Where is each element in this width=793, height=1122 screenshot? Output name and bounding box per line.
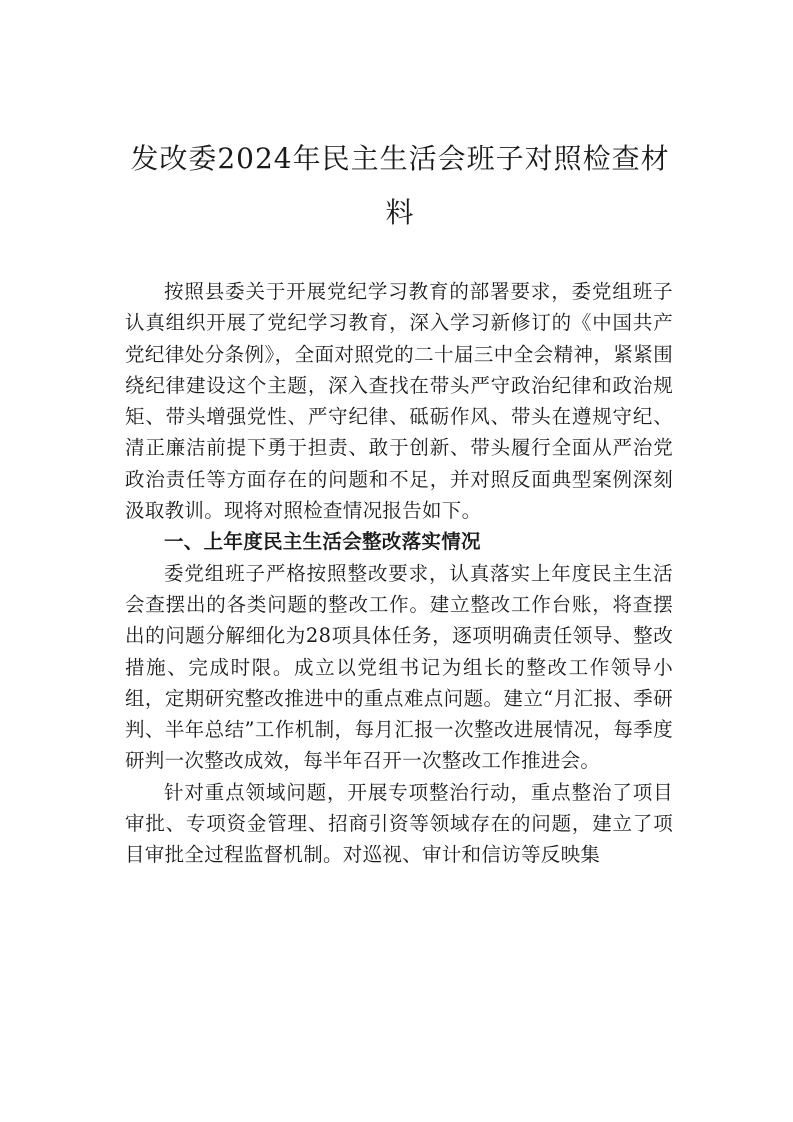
intro-paragraph: 按照县委关于开展党纪学习教育的部署要求，委党组班子认真组织开展了党纪学习教育，深入学习新修订的《中国共产党纪律处分条例》，全面对照党的二十届三中全会精神，紧紧围绕纪律建设这个主题，深入查找在带头严守政治纪律和政治规矩、带头增强党性、严守纪律、砥砺作风、带头在遵规守纪、清正廉洁前提下勇于担责、敢于创新、带头履行全面从严治党政治责任等方面存在的问题和不足，并对照反面典型案例深刻汲取教训。现将对照检查情况报告如下。 bbox=[125, 280, 673, 523]
section-heading: 一、上年度民主生活会整改落实情况 bbox=[164, 530, 481, 554]
section-paragraph: 针对重点领域问题，开展专项整治行动，重点整治了项目审批、专项资金管理、招商引资等领域存在的问题，建立了项目审批全过程监督机制。对巡视、审计和信访等反映集 bbox=[125, 780, 673, 867]
document-body bbox=[125, 276, 673, 871]
section-paragraph: 委党组班子严格按照整改要求，认真落实上年度民主生活会查摆出的各类问题的整改工作。建立整改工作台账，将查摆出的问题分解细化为28项具体任务，逐项明确责任领导、整改措施、完成时限。成立以党组书记为组长的整改工作领导小组，定期研究整改推进中的重点难点问题。建立“月汇报、季研判、半年总结”工作机制，每月汇报一次整改进展情况，每季度研判一次整改成效，每半年召开一次整改工作推进会。 bbox=[125, 561, 673, 773]
document-title: 发改委2024年民主生活会班子对照检查材料 bbox=[130, 142, 670, 229]
